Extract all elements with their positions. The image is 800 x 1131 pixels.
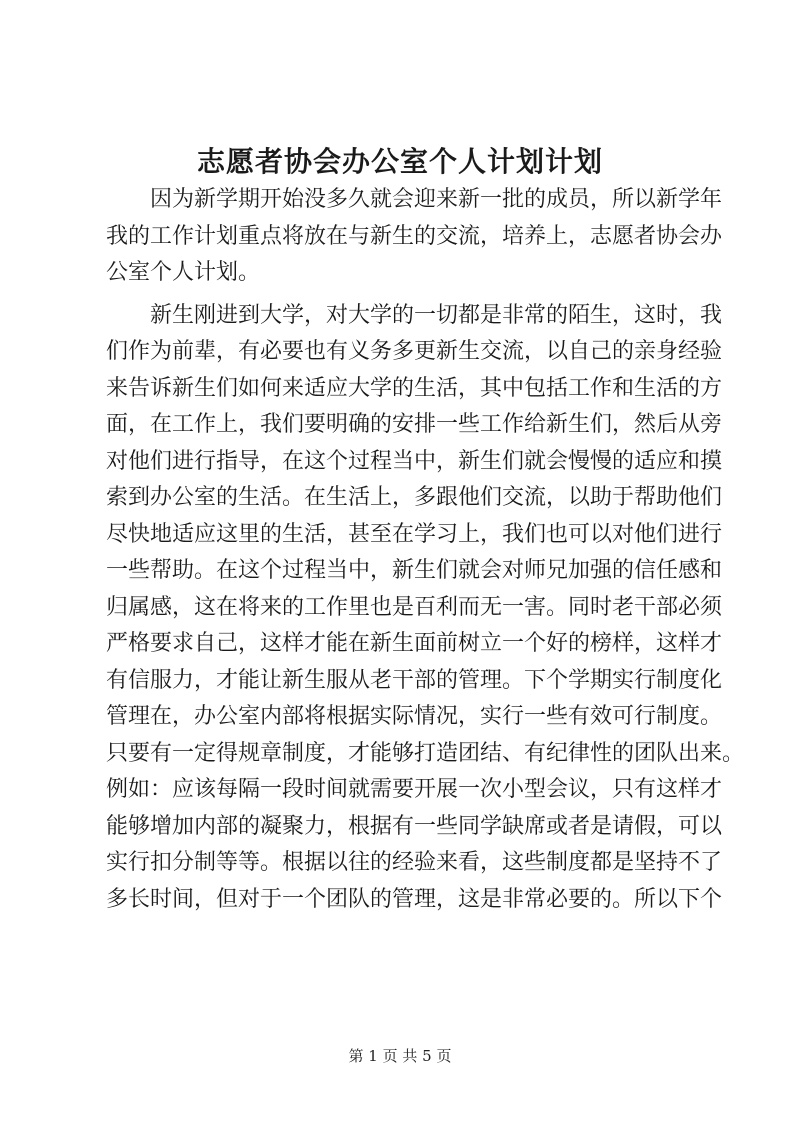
text-line: 我的工作计划重点将放在与新生的交流，培养上，志愿者协会办 — [106, 223, 723, 249]
text-line: 们作为前辈，有必要也有义务多更新生交流，以自己的亲身经验 — [106, 339, 723, 364]
text-line: 例如：应该每隔一段时间就需要开展一次小型会议，只有这样才 — [106, 777, 723, 802]
text-line: 尽快地适应这里的生活，甚至在学习上，我们也可以对他们进行 — [106, 521, 723, 547]
text-line: 有信服力，才能让新生服从老干部的管理。下个学期实行制度化 — [106, 667, 723, 693]
text-line: 一些帮助。在这个过程当中，新生们就会对师兄加强的信任感和 — [106, 558, 723, 583]
text-line: 公室个人计划。 — [106, 260, 261, 285]
text-line: 严格要求自己，这样才能在新生面前树立一个好的榜样，这样才 — [106, 631, 723, 656]
text-line: 多长时间，但对于一个团队的管理，这是非常必要的。所以下个 — [106, 886, 723, 912]
text-line: 面，在工作上，我们要明确的安排一些工作给新生们，然后从旁 — [106, 412, 723, 437]
text-line: 来告诉新生们如何来适应大学的生活，其中包括工作和生活的方 — [106, 375, 723, 401]
text-line: 只要有一定得规章制度，才能够打造团结、有纪律性的团队出来。 — [106, 740, 745, 766]
paragraph — [106, 298, 745, 919]
text-line: 因为新学期开始没多久就会迎来新一批的成员，所以新学年 — [106, 187, 723, 212]
paragraph — [106, 182, 723, 292]
page-number-footer: 第 1 页 共 5 页 — [348, 1047, 452, 1065]
text-line: 归属感，这在将来的工作里也是百利而无一害。同时老干部必须 — [106, 594, 723, 620]
text-line: 能够增加内部的凝聚力，根据有一些同学缺席或者是请假，可以 — [106, 813, 723, 839]
text-line: 对他们进行指导，在这个过程当中，新生们就会慢慢的适应和摸 — [106, 448, 723, 474]
text-line: 实行扣分制等等。根据以往的经验来看，这些制度都是坚持不了 — [106, 850, 723, 875]
text-line: 新生刚进到大学，对大学的一切都是非常的陌生，这时，我 — [106, 302, 723, 328]
document-title: 志愿者协会办公室个人计划计划 — [196, 145, 603, 178]
text-line: 索到办公室的生活。在生活上，多跟他们交流，以助于帮助他们 — [106, 485, 723, 510]
text-line: 管理在，办公室内部将根据实际情况，实行一些有效可行制度。 — [106, 704, 723, 729]
document-body — [106, 182, 745, 918]
